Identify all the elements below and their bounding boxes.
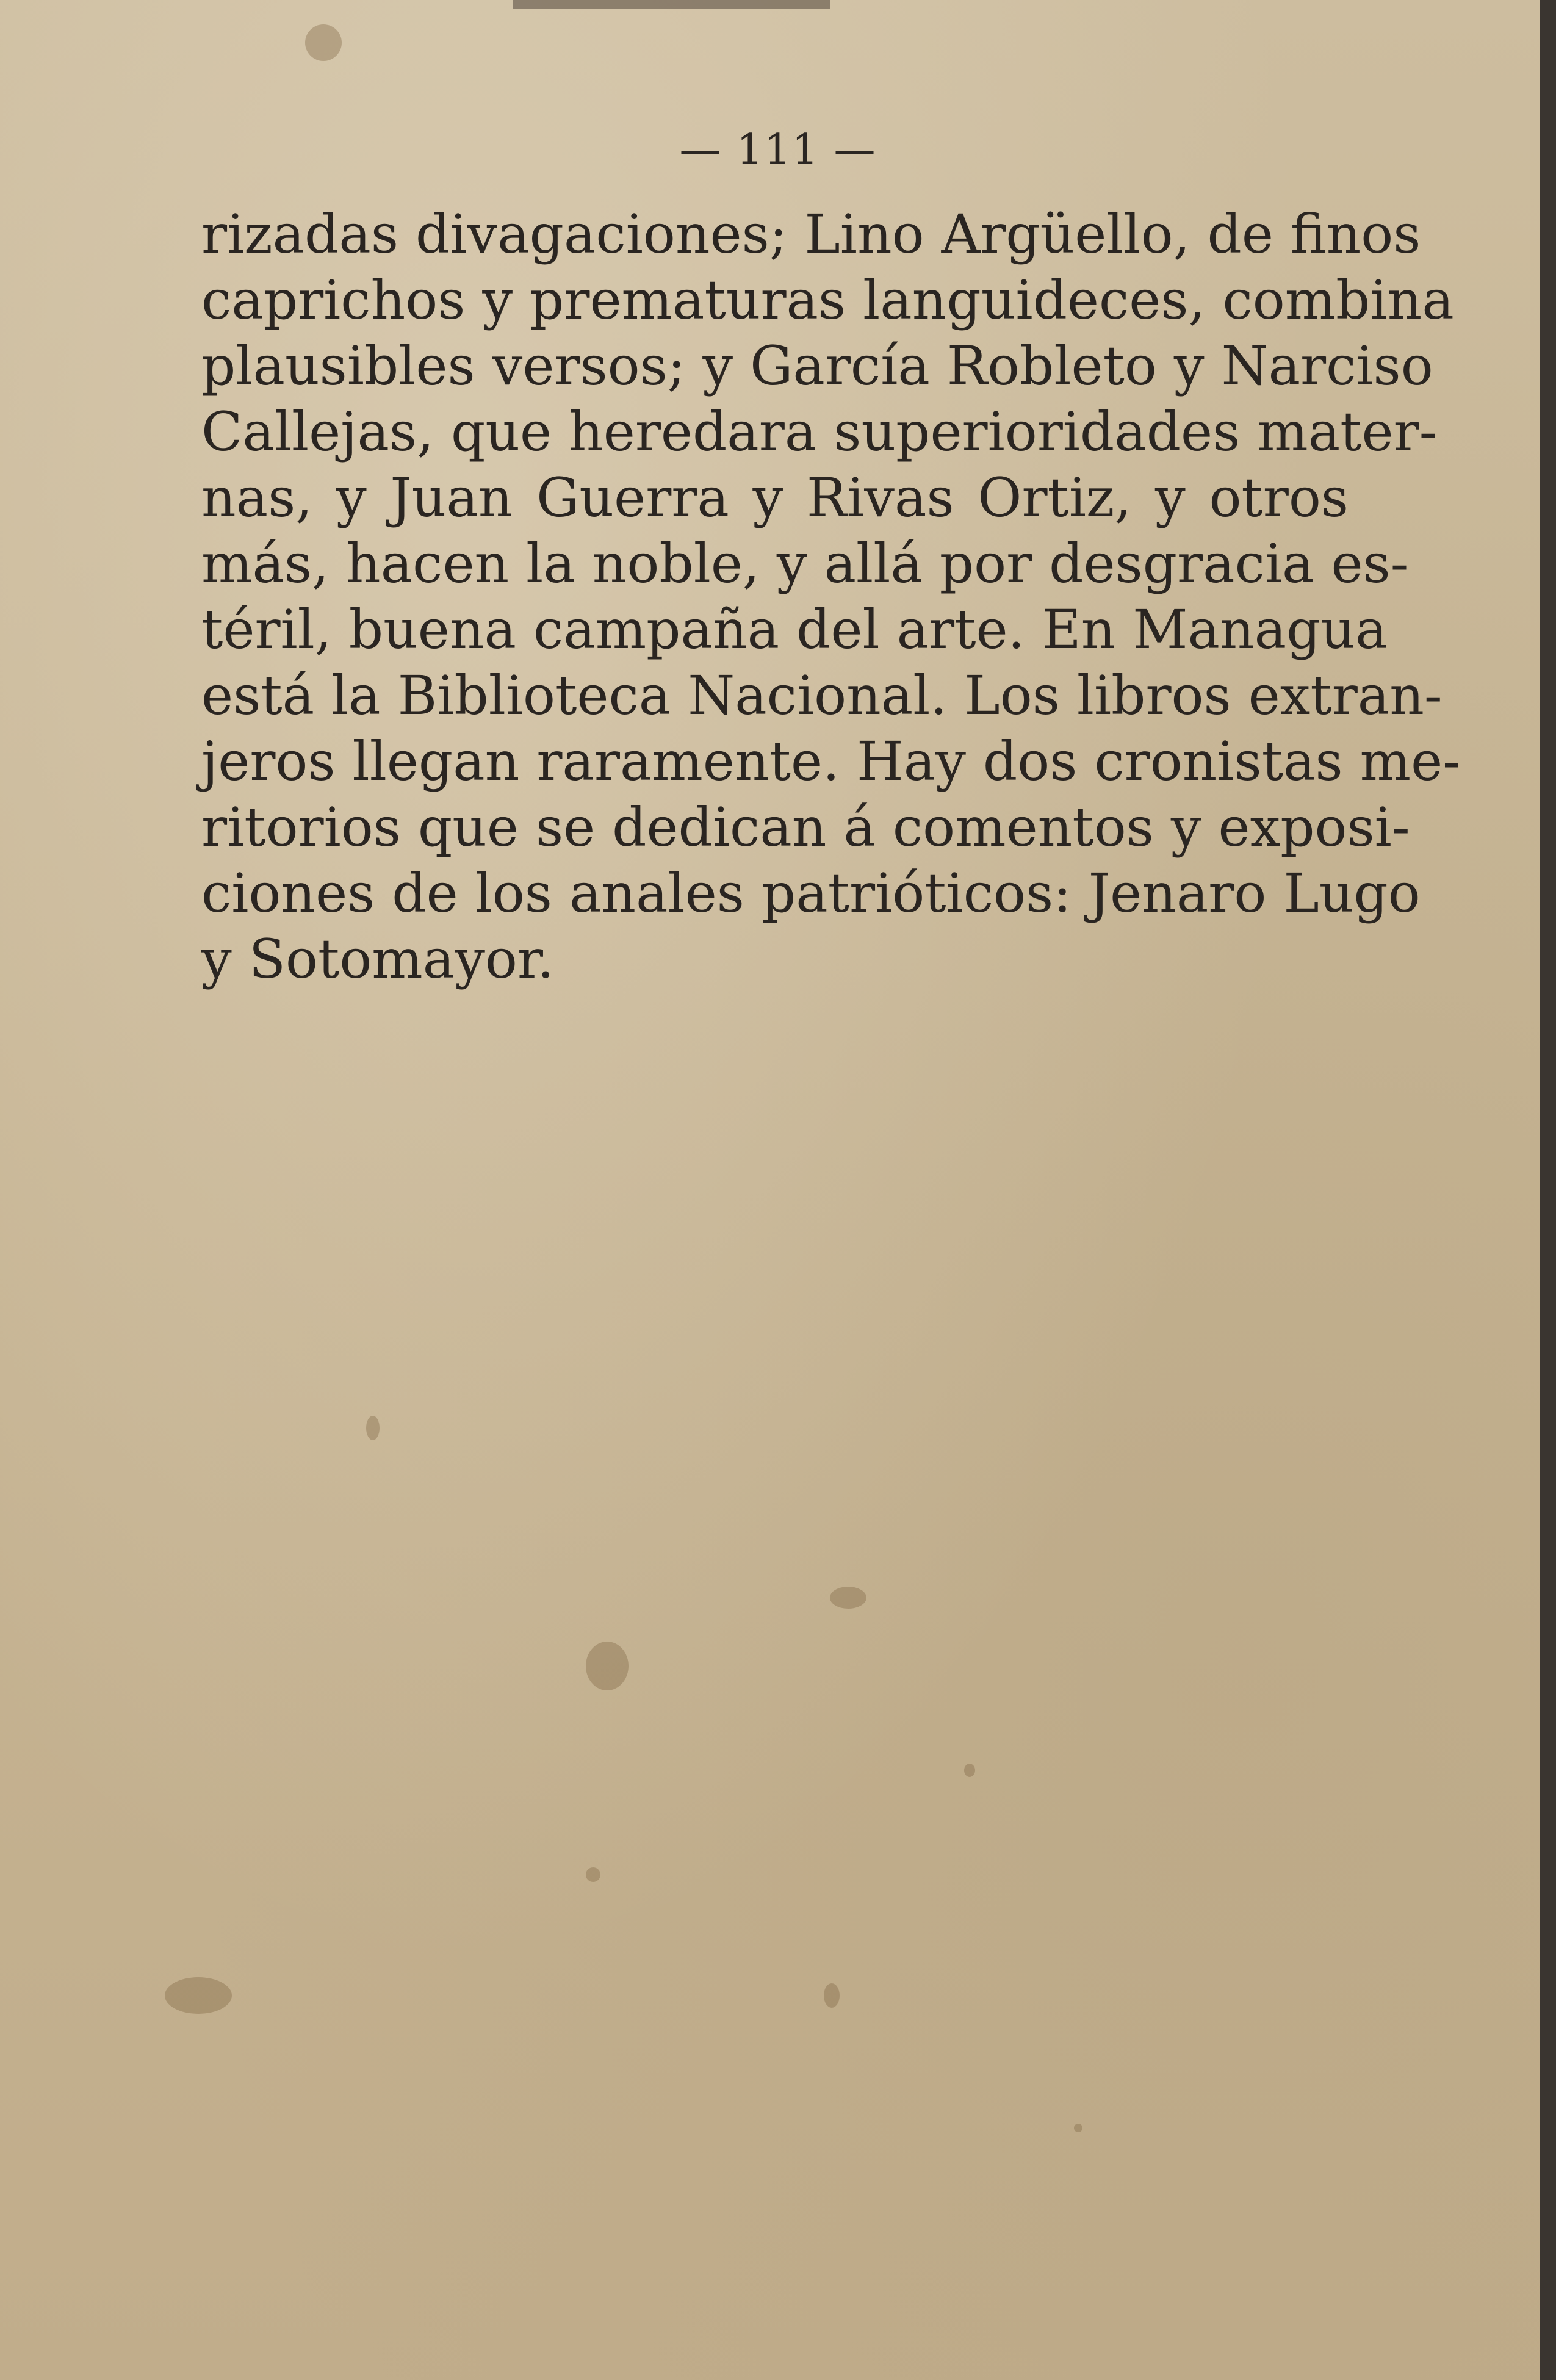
page-body-text [201,201,1461,992]
foxing-spot [824,1983,840,2008]
text-line: rizadas divagaciones; Lino Argüello, de finos [201,203,1421,265]
foxing-spot [1074,2124,1082,2132]
foxing-spot [305,24,342,61]
foxing-spot [366,1416,380,1440]
page-edge-shadow [1540,0,1556,2380]
text-line: Callejas, que heredara superioridades mater- [201,400,1438,463]
top-binding-shadow [513,0,830,9]
text-line: y Sotomayor. [201,928,555,990]
text-line: ciones de los anales patrióticos: Jenaro Lugo [201,862,1421,925]
text-line: plausibles versos; y García Robleto y Narciso [201,334,1433,397]
foxing-spot [586,1642,629,1690]
text-line: jeros llegan raramente. Hay dos cronistas me- [201,730,1461,793]
text-line: está la Biblioteca Nacional. Los libros extran- [201,664,1443,727]
text-line: ritorios que se dedican á comentos y exposi- [201,796,1410,859]
foxing-spot [165,1977,232,2014]
text-line: caprichos y prematuras languideces, combina [201,269,1454,331]
text-line: téril, buena campaña del arte. En Managua [201,598,1388,661]
foxing-spot [830,1587,866,1609]
foxing-spot [964,1764,975,1777]
text-line: nas, y Juan Guerra y Rivas Ortiz, y otros [201,466,1349,529]
text-line: más, hacen la noble, y allá por desgracia es- [201,532,1409,595]
foxing-spot [586,1867,600,1882]
page-number: — 111 — [679,126,877,174]
